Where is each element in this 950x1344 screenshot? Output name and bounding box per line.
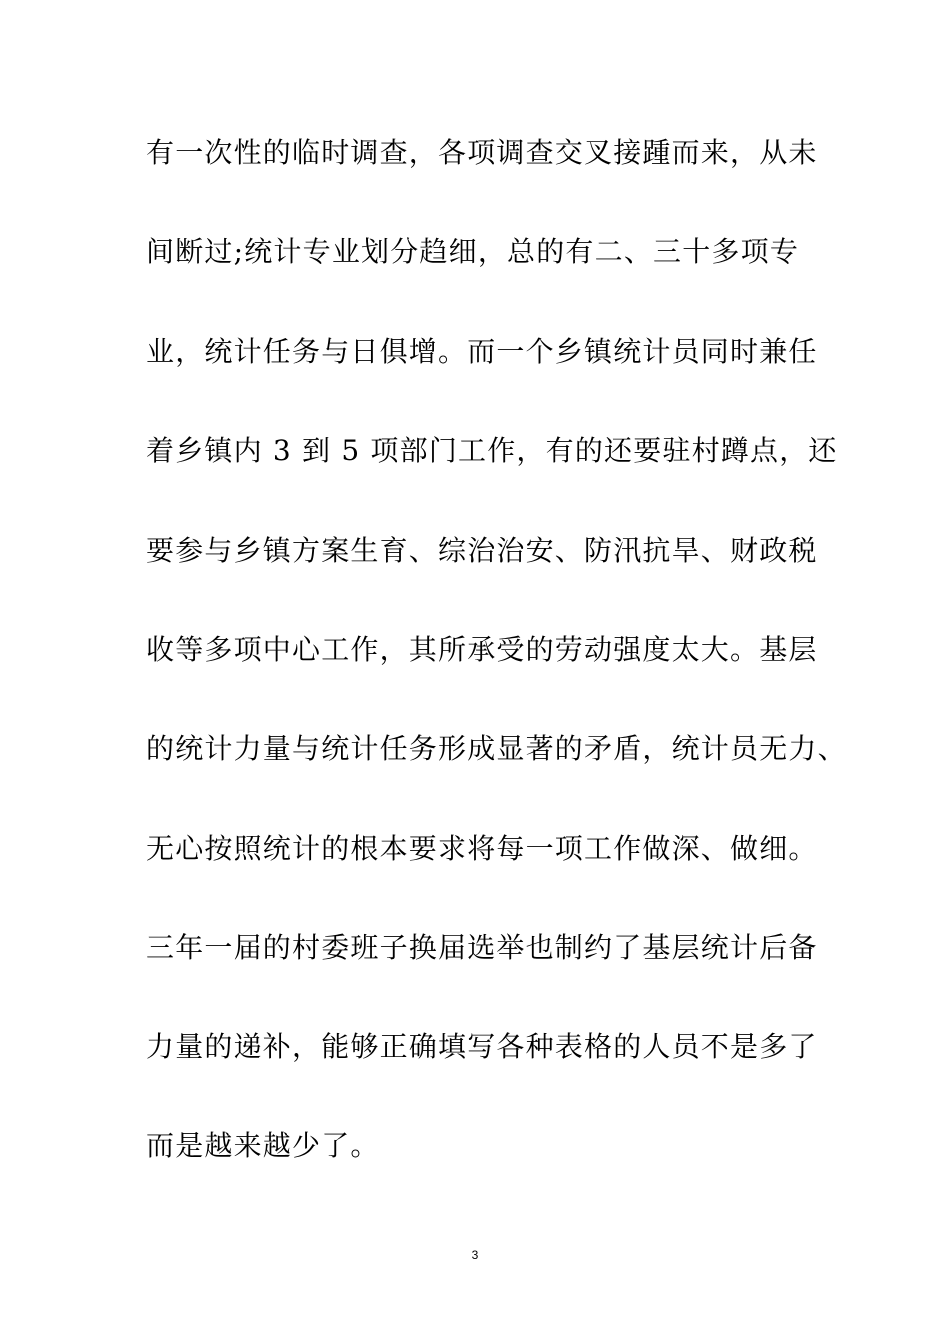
text-line: 而是越来越少了。 bbox=[146, 1129, 380, 1162]
text-line: 力量的递补，能够正确填写各种表格的人员不是多了 bbox=[146, 1030, 818, 1063]
text-line: 要参与乡镇方案生育、综治治安、防汛抗旱、财政税 bbox=[146, 534, 818, 567]
text-line: 收等多项中心工作，其所承受的劳动强度太大。基层 bbox=[146, 633, 818, 666]
text-line: 着乡镇内 3 到 5 项部门工作，有的还要驻村蹲点，还 bbox=[146, 434, 838, 467]
text-line: 有一次性的临时调查，各项调查交叉接踵而来，从未 bbox=[146, 136, 818, 169]
text-line: 业，统计任务与日俱增。而一个乡镇统计员同时兼任 bbox=[146, 335, 818, 368]
text-line: 间断过;统计专业划分趋细，总的有二、三十多项专 bbox=[146, 235, 800, 268]
page-number: 3 bbox=[471, 1248, 479, 1262]
text-line: 三年一届的村委班子换届选举也制约了基层统计后备 bbox=[146, 931, 818, 964]
text-line: 无心按照统计的根本要求将每一项工作做深、做细。 bbox=[146, 832, 818, 865]
text-line: 的统计力量与统计任务形成显著的矛盾，统计员无力、 bbox=[146, 732, 847, 765]
